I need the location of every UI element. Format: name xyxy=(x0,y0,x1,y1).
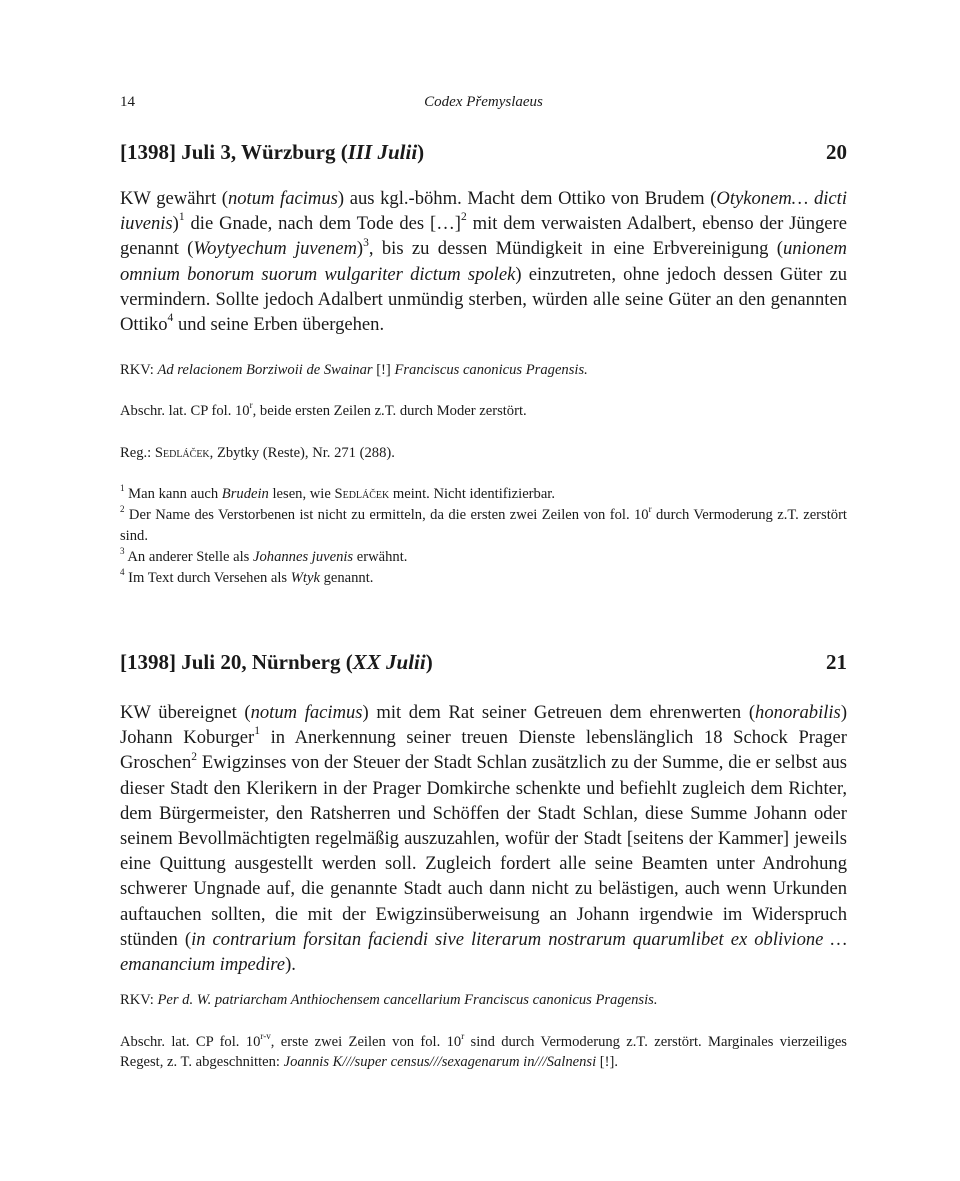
text-run: Abschr. lat. CP fol. 10 xyxy=(120,403,250,419)
footnote-marker: 2 xyxy=(120,503,125,514)
text-run: Abschr. lat. CP fol. 10 xyxy=(120,1034,261,1050)
italic-text: Otykonem… dicti iuvenis xyxy=(120,188,847,235)
footnote-marker: 1 xyxy=(178,211,185,224)
italic-text: Brudein xyxy=(221,486,269,502)
italic-text: notum facimus xyxy=(227,188,338,209)
footnote-marker: 2 xyxy=(191,750,198,763)
italic-text: unionem omnium bonorum suorum wulgariter dictum spolek xyxy=(120,238,847,285)
text-run: meint. Nicht identifizierbar. xyxy=(389,486,556,502)
doc-21-heading xyxy=(120,650,847,675)
doc-20-heading xyxy=(120,140,847,165)
footnote-1 xyxy=(120,484,847,505)
footnote-marker: r xyxy=(648,503,652,514)
text-run: ). xyxy=(285,954,296,976)
footnote-marker: 2 xyxy=(461,211,467,224)
doc-20-heading-close: ) xyxy=(417,140,425,164)
doc-20-footnotes xyxy=(120,484,847,589)
text-run: , Zbytky (Reste), Nr. 271 (288). xyxy=(209,445,395,461)
footnote-marker: 1 xyxy=(120,482,125,493)
italic-text: Joannis K///super census///sexagenarum in///Salnensi xyxy=(283,1054,597,1070)
italic-text: Johannes juvenis xyxy=(253,549,354,565)
text-run: ) xyxy=(172,213,179,235)
text-run: [!]. xyxy=(596,1054,619,1070)
running-title: Codex Přemyslaeus xyxy=(424,94,543,110)
running-head xyxy=(120,94,847,114)
doc-21-abschrift xyxy=(120,1032,847,1072)
footnote-marker: 3 xyxy=(120,545,125,556)
italic-text: Ad relacionem Borziwoii de Swainar xyxy=(157,362,373,378)
footnote-2 xyxy=(120,505,847,547)
text-run: Ewigzinses von der Steuer der Stadt Schlan zusätzlich zu der Summe, die er selbst aus dieser Stadt den Klerikern in der Prager Domkirche schenkte und befiehlt zugleich dem Richter, dem Bürgermeister, den Ratsherren und Schöffen der Stadt Schlan, diese Summe Johann oder seinem Bevollmächtigten regelmäßig auszuzahlen, wofür der Stadt [seitens der Kammer] jeweils eine Quittung ausgestellt werden soll. Zugleich fordert alle seine Beamten unter Androhung schwerer Ungnade auf, die genannte Stadt auch dann nicht zu belästigen, auch wenn Urkunden auftauchen sollten, die mit der Ewigzinsüberweisung an Johann irgendwie im Widerspruch stünden ( xyxy=(120,752,847,950)
italic-text: in contrarium forsitan faciendi sive literarum nostrarum quarumlibet ex oblivione …emanancium impedire xyxy=(120,928,847,976)
text-run: mit dem verwaisten Adalbert, ebenso der Jüngere genannt ( xyxy=(120,213,847,260)
text-run: Reg.: xyxy=(120,445,155,461)
italic-text: Woytyechum juvenem xyxy=(193,238,357,260)
text-run: ) xyxy=(356,238,364,260)
footnote-4 xyxy=(120,568,847,589)
italic-text: notum facimus xyxy=(250,702,363,723)
footnote-marker: 1 xyxy=(254,725,260,738)
doc-20-regest xyxy=(120,443,847,463)
text-run: erwähnt. xyxy=(353,549,408,565)
text-run: KW gewährt ( xyxy=(120,188,228,209)
doc-20-heading-date: [1398] Juli 3, Würzburg ( xyxy=(120,140,348,164)
footnote-marker: 4 xyxy=(120,566,125,577)
doc-20-number: 20 xyxy=(826,140,847,164)
text-run: sind durch Vermoderung z.T. zerstört. Marginales vierzeiliges Regest, z. T. abgeschnitten: xyxy=(120,1034,847,1070)
text-run: An anderer Stelle als xyxy=(124,549,253,565)
text-run: RKV: xyxy=(120,992,158,1008)
text-run: , erste zwei Zeilen von fol. 10 xyxy=(270,1034,462,1050)
footnote-marker: r-v xyxy=(260,1030,271,1041)
author-name: Sedláček xyxy=(154,445,210,461)
text-run: [!] xyxy=(372,362,395,378)
footnote-marker: 3 xyxy=(363,236,369,249)
text-run: ) aus kgl.-böhm. Macht dem Ottiko von Brudem ( xyxy=(337,188,717,209)
footnote-marker: 4 xyxy=(167,312,174,325)
text-run: genannt. xyxy=(319,570,374,586)
text-run: durch Vermoderung z.T. zerstört sind. xyxy=(120,507,847,544)
text-run: , beide ersten Zeilen z.T. durch Moder zerstört. xyxy=(252,403,527,419)
italic-text: honorabilis xyxy=(755,702,841,723)
italic-text: Per d. W. patriarcham Anthiochensem cancellarium Franciscus canonicus Pragensis. xyxy=(157,992,658,1008)
doc-20-body xyxy=(120,186,847,337)
text-run: ) Johann Koburger xyxy=(120,702,848,749)
text-run: Der Name des Verstorbenen ist nicht zu ermitteln, da die ersten zwei Zeilen von fol. 10 xyxy=(124,507,649,523)
italic-text: Wtyk xyxy=(290,570,320,586)
text-run: ) einzutreten, ohne jedoch dessen Güter zu vermindern. Sollte jedoch Adalbert unmündig sterben, würden alle seine Güter an den genannten Ottiko xyxy=(120,263,848,336)
footnote-marker: r xyxy=(249,399,253,410)
doc-21-rkv xyxy=(120,990,847,1010)
text-run: in Anerkennung seiner treuen Dienste lebenslänglich 18 Schock Prager Groschen xyxy=(120,727,847,774)
doc-20-heading-latin-date: III Julii xyxy=(347,140,418,164)
text-run: Im Text durch Versehen als xyxy=(124,570,291,586)
text-run: , bis zu dessen Mündigkeit in eine Erbvereinigung ( xyxy=(368,238,783,260)
doc-21-heading-date: [1398] Juli 20, Nürnberg ( xyxy=(120,650,353,674)
doc-21-number: 21 xyxy=(826,650,847,674)
doc-20-rkv xyxy=(120,360,847,380)
doc-20-abschrift xyxy=(120,401,847,421)
text-run: Man kann auch xyxy=(124,486,222,502)
text-run: die Gnade, nach dem Tode des […] xyxy=(184,213,461,235)
text-run: ) mit dem Rat seiner Getreuen dem ehrenwerten ( xyxy=(362,702,756,723)
text-run: und seine Erben übergehen. xyxy=(173,314,385,336)
footnote-marker: r xyxy=(461,1030,465,1041)
text-run: lesen, wie xyxy=(268,486,335,502)
text-run: KW übereignet ( xyxy=(120,702,251,723)
doc-21-heading-latin-date: XX Julii xyxy=(352,650,426,674)
doc-21-heading-close: ) xyxy=(425,650,433,674)
footnote-3 xyxy=(120,547,847,568)
page-number: 14 xyxy=(120,94,135,110)
author-name: Sedláček xyxy=(334,486,390,502)
italic-text: Franciscus canonicus Pragensis. xyxy=(394,362,588,378)
doc-21-body xyxy=(120,700,847,977)
text-run: RKV: xyxy=(120,362,158,378)
